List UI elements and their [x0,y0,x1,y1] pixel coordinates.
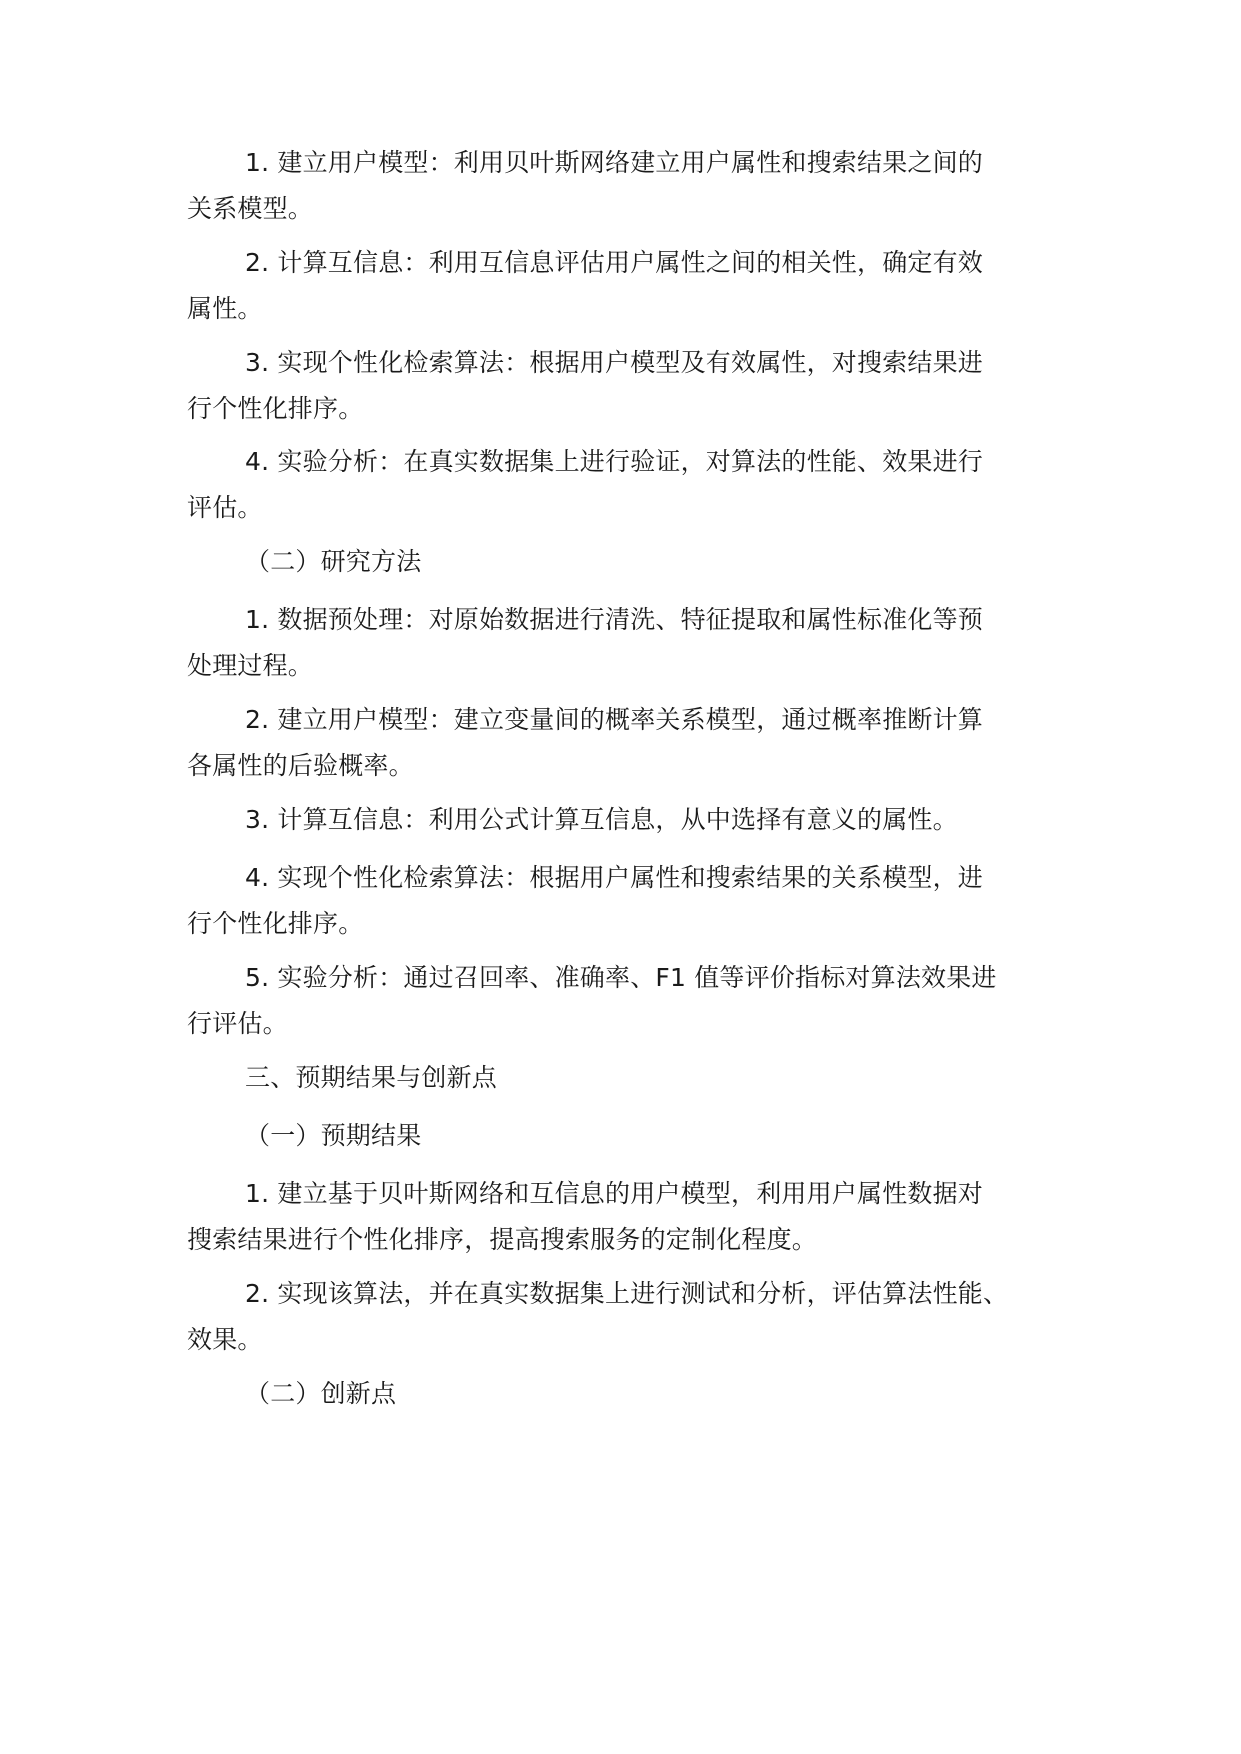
paragraph-line: （二）创新点 [245,1379,397,1408]
paragraph-method-1-preprocessing [187,597,1067,689]
paragraph-line: 2. 计算互信息：利用互信息评估用户属性之间的相关性，确定有效 [245,248,984,277]
paragraph-line: 属性。 [187,294,263,323]
paragraph-step-3-algorithm [187,340,1067,432]
paragraph-line: （一）预期结果 [245,1121,422,1150]
paragraph-line: （二）研究方法 [245,547,422,576]
paragraph-line: 三、预期结果与创新点 [245,1063,498,1092]
paragraph-line: 评估。 [187,493,263,522]
paragraph-line: 各属性的后验概率。 [187,751,414,780]
paragraph-method-4-algorithm [187,855,1067,947]
paragraph-line: 2. 建立用户模型：建立变量间的概率关系模型，通过概率推断计算 [245,705,984,734]
section-heading-research-methods [187,539,1067,585]
paragraph-method-2-user-model [187,697,1067,789]
paragraph-line: 2. 实现该算法，并在真实数据集上进行测试和分析，评估算法性能、 [245,1279,1009,1308]
paragraph-step-1-user-model [187,140,1067,232]
paragraph-method-5-experiment [187,955,1067,1047]
section-heading-expected-results [187,1113,1067,1159]
section-heading-innovations [187,1371,1067,1417]
paragraph-step-4-experiment [187,439,1067,531]
paragraph-line: 4. 实验分析：在真实数据集上进行验证，对算法的性能、效果进行 [245,447,984,476]
paragraph-line: 1. 数据预处理：对原始数据进行清洗、特征提取和属性标准化等预 [245,605,984,634]
paragraph-result-2 [187,1271,1067,1363]
paragraph-line: 处理过程。 [187,651,314,680]
paragraph-line: 1. 建立基于贝叶斯网络和互信息的用户模型，利用用户属性数据对 [245,1179,984,1208]
paragraph-line: 搜索结果进行个性化排序，提高搜索服务的定制化程度。 [187,1225,818,1254]
paragraph-line: 5. 实验分析：通过召回率、准确率、F1 值等评价指标对算法效果进 [245,963,997,992]
paragraph-line: 行个性化排序。 [187,909,364,938]
paragraph-line: 1. 建立用户模型：利用贝叶斯网络建立用户属性和搜索结果之间的 [245,148,984,177]
paragraph-line: 3. 实现个性化检索算法：根据用户模型及有效属性，对搜索结果进 [245,348,984,377]
paragraph-line: 行个性化排序。 [187,394,364,423]
paragraph-line: 关系模型。 [187,194,314,223]
paragraph-step-2-mutual-info [187,240,1067,332]
paragraph-method-3-mutual-info [187,797,1067,843]
paragraph-line: 效果。 [187,1325,263,1354]
paragraph-line: 3. 计算互信息：利用公式计算互信息，从中选择有意义的属性。 [245,805,958,834]
paragraph-line: 行评估。 [187,1009,288,1038]
paragraph-result-1 [187,1171,1067,1263]
paragraph-line: 4. 实现个性化检索算法：根据用户属性和搜索结果的关系模型，进 [245,863,984,892]
section-heading-expected-results-innovations [187,1055,1067,1101]
